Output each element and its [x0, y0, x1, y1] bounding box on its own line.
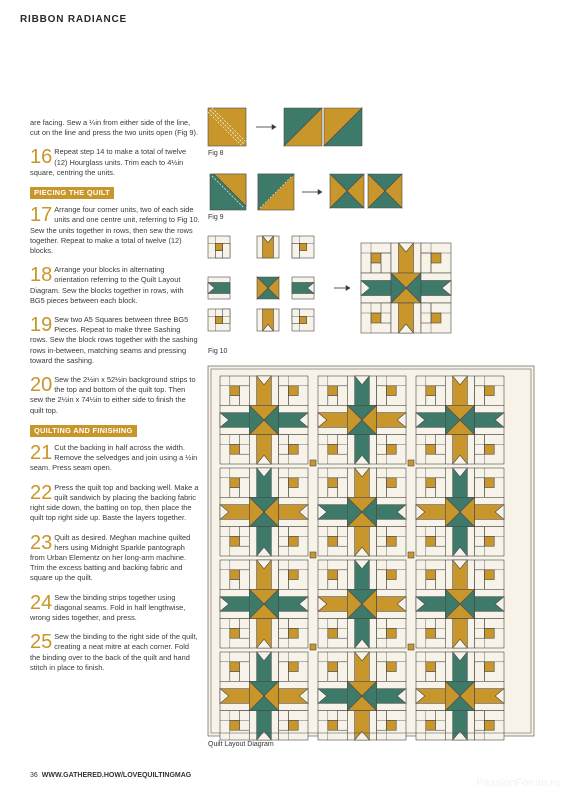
corner-square — [371, 253, 381, 263]
corner-square — [426, 570, 436, 580]
corner-square — [426, 662, 436, 672]
quilt-patch — [240, 662, 250, 682]
corner-square — [288, 444, 298, 454]
corner-square — [426, 628, 436, 638]
page-footer — [30, 772, 191, 779]
intro-paragraph: are facing. Sew a ¼in from either side of the line, cut on the line and press the two units open (Fig 9). — [30, 118, 199, 138]
quilt-patch — [426, 396, 436, 406]
corner-square — [386, 628, 396, 638]
sashing-cornerstone — [310, 644, 316, 650]
step-text: Arrange your blocks in alternating orientation referring to the Quilt Layout Diagram. Sew the blocks together in rows, with BG5 pieces between each block. — [30, 265, 184, 305]
sashing-cornerstone — [310, 460, 316, 466]
corner-square — [484, 662, 494, 672]
quilt-patch — [279, 662, 289, 682]
corner-square — [484, 720, 494, 730]
corner-square — [431, 253, 441, 263]
step-text: Press the quilt top and backing well. Make a quilt sandwich by placing the backing fabric right side down, the batting on top, then place the quilt top right side up. Baste the layers together. — [30, 482, 199, 523]
corner-square — [230, 628, 240, 638]
quilt-patch — [338, 662, 348, 682]
fig8-label: Fig 8 — [208, 150, 224, 157]
corner-square — [230, 536, 240, 546]
corner-square — [426, 720, 436, 730]
corner-square — [299, 243, 306, 250]
quilt-patch — [279, 386, 289, 406]
corner-square — [328, 536, 338, 546]
step-number: 17 — [30, 204, 53, 227]
quilt-patch — [279, 478, 289, 498]
quilt-patch — [377, 386, 387, 406]
corner-square — [484, 628, 494, 638]
quilt-patch — [475, 478, 485, 498]
quilt-patch — [292, 243, 299, 258]
sashing-cornerstone — [408, 552, 414, 558]
footer-url: WWW.GATHERED.HOW/LOVEQUILTINGMAG — [41, 772, 192, 779]
quilt-patch — [338, 478, 348, 498]
quilt-patch — [426, 580, 436, 590]
step-number: 25 — [30, 631, 53, 654]
quilt-patch — [240, 570, 250, 590]
corner-square — [386, 536, 396, 546]
quilt-layout-label: Quilt Layout Diagram — [208, 741, 274, 748]
quilt-patch — [475, 662, 485, 682]
quilt-patch — [223, 243, 230, 258]
corner-square — [288, 720, 298, 730]
corner-square — [328, 720, 338, 730]
quilt-patch — [230, 488, 240, 498]
arrow-head — [318, 190, 322, 195]
step-number: 23 — [30, 531, 53, 554]
corner-square — [328, 570, 338, 580]
step-number: 24 — [30, 591, 53, 614]
corner-square — [484, 444, 494, 454]
corner-square — [484, 386, 494, 396]
quilt-patch — [381, 253, 391, 273]
corner-square — [288, 386, 298, 396]
quilt-patch — [230, 580, 240, 590]
quilt-patch — [371, 263, 381, 273]
corner-square — [288, 536, 298, 546]
arrow-head — [272, 125, 276, 130]
section-heading-quilting: QUILTING AND FINISHING — [30, 425, 137, 437]
step-text: Quilt as desired. Meghan machine quilted hers using Midnight Sparkle pantograph from Urban Elementz on her long-arm machine. Trim the excess batting and backing fabric and square up the quilt. — [30, 532, 191, 583]
corner-square — [299, 316, 306, 323]
corner-square — [230, 444, 240, 454]
quilt-patch — [475, 386, 485, 406]
step-text: Arrange four corner units, two of each side units and one centre unit, referring to Fig 10. Sew the units together in rows, then sew the rows together. Repeat to make a total of twelve (12) blocks. — [30, 205, 200, 256]
corner-square — [484, 478, 494, 488]
corner-square — [230, 720, 240, 730]
quilt-patch — [436, 478, 446, 498]
quilt-patch — [328, 580, 338, 590]
corner-square — [386, 720, 396, 730]
corner-square — [215, 243, 222, 250]
corner-square — [328, 628, 338, 638]
arrow-head — [346, 286, 350, 291]
page-header: RIBBON RADIANCE — [20, 14, 127, 25]
corner-square — [386, 570, 396, 580]
quilt-patch — [215, 251, 222, 258]
step-text: Sew the binding to the right side of the quilt, creating a neat mitre at each corner. Fold the binding over to the back of the quilt and hand stitch in place to finish. — [30, 632, 198, 672]
corner-square — [230, 478, 240, 488]
quilt-patch — [426, 672, 436, 682]
quilt-patch — [230, 396, 240, 406]
corner-square — [386, 478, 396, 488]
quilt-patch — [240, 386, 250, 406]
corner-square — [426, 444, 436, 454]
step-text: Sew the binding strips together using diagonal seams. Fold in half lengthwise, wrong sides together, and press. — [30, 592, 186, 622]
quilt-patch — [338, 570, 348, 590]
corner-square — [328, 478, 338, 488]
corner-square — [230, 662, 240, 672]
corner-square — [426, 478, 436, 488]
step-number: 20 — [30, 374, 53, 397]
corner-square — [288, 478, 298, 488]
fig9-label: Fig 9 — [208, 214, 224, 221]
quilt-patch — [328, 396, 338, 406]
corner-square — [215, 316, 222, 323]
quilt-patch — [377, 570, 387, 590]
quilt-patch — [328, 488, 338, 498]
corner-square — [386, 386, 396, 396]
step-number: 16 — [30, 146, 53, 169]
corner-square — [288, 570, 298, 580]
step-text: Sew two A5 Squares between three BG5 Pieces. Repeat to make three Sashing rows. Sew the block rows together with the sashing rows in-between, matching seams and pressing toward the sashing. — [30, 315, 198, 365]
corner-square — [426, 386, 436, 396]
quilt-patch — [328, 672, 338, 682]
corner-square — [371, 313, 381, 323]
step-text: Cut the backing in half across the width. Remove the selvedges and join using a ½in seam. Press seam open. — [30, 443, 198, 473]
quilt-patch — [279, 570, 289, 590]
quilt-patch — [338, 386, 348, 406]
sashing-cornerstone — [408, 644, 414, 650]
step-text: Repeat step 14 to make a total of twelve (12) Hourglass units. Trim each to 4½in square, centring the units. — [30, 147, 187, 177]
step-number: 22 — [30, 481, 53, 504]
quilt-patch — [240, 478, 250, 498]
corner-square — [230, 570, 240, 580]
sashing-cornerstone — [310, 552, 316, 558]
corner-square — [386, 662, 396, 672]
corner-square — [328, 444, 338, 454]
quilt-patch — [230, 672, 240, 682]
corner-square — [230, 386, 240, 396]
quilt-patch — [436, 386, 446, 406]
quilt-patch — [436, 570, 446, 590]
step-text: Sew the 2½in x 52½in background strips to the top and bottom of the quilt top. Then sew the 2½in x 74½in to either side to finish the quilt top. — [30, 375, 196, 415]
page-number: 36 — [30, 772, 38, 779]
corner-square — [288, 628, 298, 638]
corner-square — [288, 662, 298, 672]
quilt-patch — [436, 662, 446, 682]
section-heading-piecing: PIECING THE QUILT — [30, 187, 114, 199]
step-number: 18 — [30, 264, 53, 287]
quilt-patch — [377, 478, 387, 498]
corner-square — [386, 444, 396, 454]
quilt-patch — [377, 662, 387, 682]
watermark-text: PassionForum.ru — [476, 777, 560, 789]
sashing-cornerstone — [408, 460, 414, 466]
corner-square — [431, 313, 441, 323]
quilt-patch — [421, 253, 431, 273]
fig10-label: Fig 10 — [208, 348, 228, 355]
quilt-patch — [426, 488, 436, 498]
step-number: 19 — [30, 314, 53, 337]
quilt-patch — [475, 570, 485, 590]
step-number: 21 — [30, 442, 53, 465]
corner-square — [426, 536, 436, 546]
corner-square — [328, 662, 338, 672]
corner-square — [484, 570, 494, 580]
corner-square — [328, 386, 338, 396]
corner-square — [484, 536, 494, 546]
